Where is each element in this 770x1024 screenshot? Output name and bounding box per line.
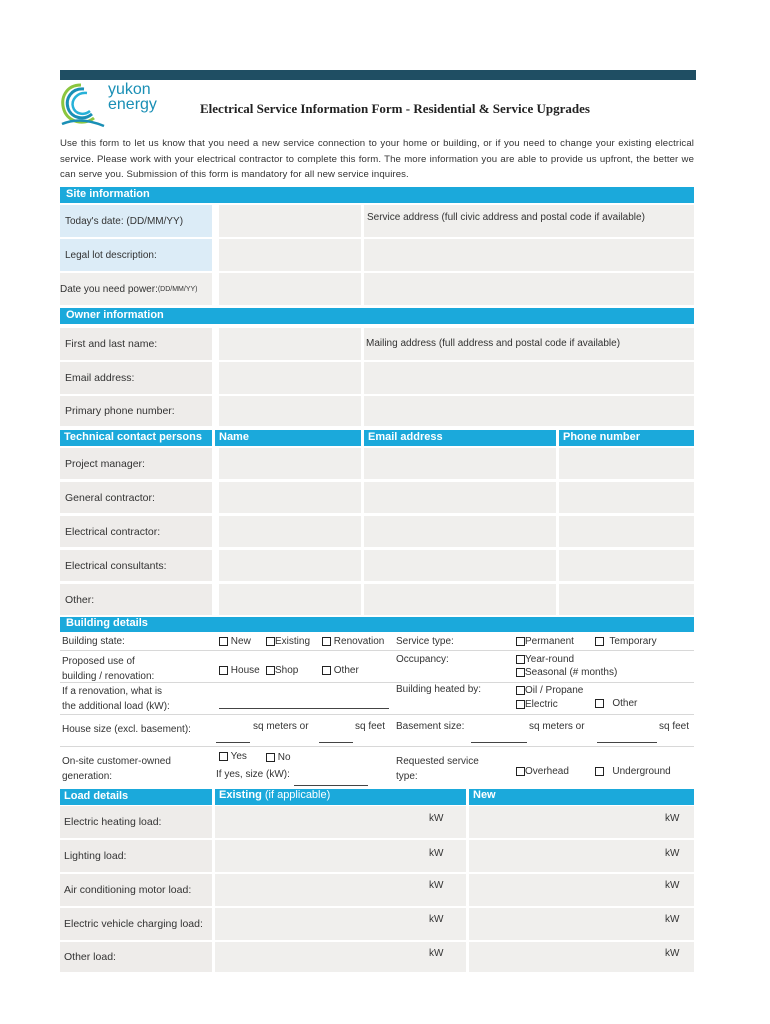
option-label: Renovation [333,636,385,647]
row-divider [60,746,694,747]
occupancy-year-round-option[interactable] [516,654,574,665]
option-label: Other [333,665,359,676]
checkbox[interactable] [516,637,525,646]
tech-row-label: Other: [60,584,212,615]
use-other-option[interactable] [322,665,359,676]
occupancy-seasonal-option[interactable] [516,667,617,678]
basement-size-label: Basement size: [396,721,465,732]
option-label: Other [612,698,638,709]
checkbox[interactable] [322,666,331,675]
checkbox[interactable] [516,668,525,677]
generation-yes-option[interactable] [219,751,247,762]
kw-unit: kW [665,813,680,824]
tech-name-field[interactable] [219,448,361,479]
checkbox[interactable] [219,666,228,675]
checkbox[interactable] [266,637,275,646]
new-load-field[interactable] [469,942,694,972]
power-date-field[interactable] [219,273,361,305]
use-house-option[interactable] [219,665,260,676]
service-overhead-option[interactable] [516,766,569,777]
existing-load-field[interactable] [215,908,466,940]
checkbox[interactable] [595,767,604,776]
power-date-label: Date you need power: [60,283,158,295]
option-label: Yes [230,751,247,762]
checkbox[interactable] [516,655,525,664]
state-new-option[interactable] [219,636,251,647]
mailing-address-label: Mailing address (full address and postal code if available) [366,338,621,349]
load-row-label: Electric heating load: [60,806,212,838]
tech-row-label: Electrical consultants: [60,550,212,581]
option-label: Seasonal (# months) [525,667,618,678]
checkbox[interactable] [219,752,228,761]
new-load-field[interactable] [469,806,694,838]
option-label: Temporary [609,636,657,647]
label-line: Proposed use of [62,656,135,667]
tech-email-field[interactable] [364,482,556,513]
tech-name-field[interactable] [219,584,361,615]
option-label: Shop [275,665,299,676]
use-shop-option[interactable] [266,665,298,676]
basement-sqm-or: sq meters or [529,721,585,732]
existing-load-field[interactable] [215,942,466,972]
intro-paragraph: Use this form to let us know that you need a new service connection to your home or building, or if you need to change your existing electrical service. Please work with your electrical contractor to complete this form. The more information you are able to provide us upfront, the better we can serve you. Submission of this form is mandatory for all new service inquires. [60,138,694,181]
tech-email-field[interactable] [364,516,556,547]
label-line: the additional load (kW): [62,701,170,712]
option-label: Existing [275,636,311,647]
label-line: If a renovation, what is [62,686,163,697]
service-address-field-3[interactable] [364,273,694,305]
label-line: Requested service [396,756,479,767]
tech-email-field[interactable] [364,448,556,479]
todays-date-field[interactable] [219,205,361,237]
checkbox[interactable] [595,637,604,646]
col-phone-header: Phone number [559,430,694,446]
option-label: House [230,665,260,676]
col-email-header: Email address [364,430,556,446]
kw-unit: kW [665,914,680,925]
label-line: On-site customer-owned [62,756,171,767]
email-field[interactable] [219,362,361,394]
building-details-heading: Building details [60,617,694,632]
legal-lot-field[interactable] [219,239,361,271]
load-details-heading: Load details [60,789,212,805]
top-bar [60,70,696,80]
proposed-use-label [62,654,154,684]
option-label: Oil / Propane [525,685,584,696]
heat-other-option[interactable] [595,698,637,709]
basement-sqft-unit: sq feet [659,721,690,732]
existing-header-main: Existing [219,789,262,801]
mailing-address-field-3[interactable] [364,396,694,426]
checkbox[interactable] [516,686,525,695]
heated-by-label: Building heated by: [396,684,482,695]
building-state-label: Building state: [62,636,125,647]
checkbox[interactable] [516,767,525,776]
checkbox[interactable] [266,666,275,675]
tech-row-label: Project manager: [60,448,212,479]
service-address-field-2[interactable] [364,239,694,271]
kw-unit: kW [665,848,680,859]
existing-load-field[interactable] [215,874,466,906]
option-label: Underground [612,766,671,777]
yukon-energy-logo [56,80,186,132]
row-divider [60,682,694,683]
option-label: Permanent [525,636,574,647]
todays-date-label: Today's date: (DD/MM/YY) [60,205,212,237]
heat-oil-option[interactable] [516,685,583,696]
logo-line-1: yukon [108,81,151,98]
mailing-address-field-2[interactable] [364,362,694,394]
option-label: Overhead [525,766,569,777]
generation-no-option[interactable] [266,752,291,763]
tech-phone-field[interactable] [559,584,694,615]
label-line: building / renovation: [62,671,155,682]
state-renovation-option[interactable] [322,636,384,647]
load-row-label: Air conditioning motor load: [60,874,212,906]
renovation-load-input[interactable] [219,697,389,709]
service-address-label: Service address (full civic address and postal code if available) [367,212,645,223]
house-size-sqm-input[interactable] [216,731,250,743]
tech-email-field[interactable] [364,550,556,581]
kw-unit: kW [429,914,444,925]
service-type-label: Service type: [396,636,454,647]
load-row-label: Lighting load: [60,840,212,872]
generation-size-label: If yes, size (kW): [216,769,290,780]
label-line: type: [396,771,418,782]
service-temporary-option[interactable] [595,636,657,647]
state-existing-option[interactable] [266,636,310,647]
existing-load-field[interactable] [215,806,466,838]
load-row-label: Other load: [60,942,212,972]
new-load-field[interactable] [469,840,694,872]
checkbox[interactable] [516,700,525,709]
new-column-header: New [469,789,694,805]
renovation-load-label [62,684,170,714]
kw-unit: kW [429,848,444,859]
option-label: Year-round [525,654,575,665]
phone-field[interactable] [219,396,361,426]
mailing-address-field[interactable] [364,328,694,360]
checkbox[interactable] [219,637,228,646]
kw-unit: kW [429,880,444,891]
checkbox[interactable] [595,699,604,708]
requested-service-label [396,754,479,784]
legal-lot-label: Legal lot description: [60,239,212,271]
kw-unit: kW [665,880,680,891]
basement-sqft-input[interactable] [597,731,657,743]
generation-size-input[interactable] [294,774,368,786]
occupancy-label: Occupancy: [396,654,449,665]
tech-row-label: Electrical contractor: [60,516,212,547]
basement-sqm-input[interactable] [471,731,527,743]
kw-unit: kW [665,948,680,959]
service-address-field[interactable] [364,205,694,237]
option-label: Electric [525,699,558,710]
technical-contacts-heading: Technical contact persons [60,430,212,446]
form-title: Electrical Service Information Form - Residential & Service Upgrades [200,101,590,116]
tech-phone-field[interactable] [559,550,694,581]
house-sqft-unit: sq feet [355,721,386,732]
logo-line-2: energy [108,96,157,113]
option-label: No [277,752,291,763]
new-load-field[interactable] [469,874,694,906]
email-label: Email address: [60,362,212,394]
tech-email-field[interactable] [364,584,556,615]
house-size-label: House size (excl. basement): [62,724,191,735]
tech-name-field[interactable] [219,550,361,581]
existing-load-field[interactable] [215,840,466,872]
house-sqm-or: sq meters or [253,721,309,732]
row-divider [60,650,694,651]
power-date-label-box [60,273,212,305]
existing-header-note: (if applicable) [261,789,331,801]
tech-row-label: General contractor: [60,482,212,513]
site-information-heading: Site information [60,187,694,203]
logo-swirl-icon [56,80,106,130]
generation-label [62,754,171,784]
tech-phone-field[interactable] [559,448,694,479]
col-name-header: Name [215,430,361,446]
owner-name-field[interactable] [219,328,361,360]
owner-information-heading: Owner information [60,308,694,324]
existing-column-header [215,789,466,805]
checkbox[interactable] [266,753,275,762]
service-permanent-option[interactable] [516,636,574,647]
heat-electric-option[interactable] [516,699,558,710]
power-date-format: (DD/MM/YY) [157,285,198,293]
load-row-label: Electric vehicle charging load: [60,908,212,940]
kw-unit: kW [429,948,444,959]
owner-name-label: First and last name: [60,328,212,360]
tech-name-field[interactable] [219,516,361,547]
label-line: generation: [62,771,113,782]
option-label: New [230,636,251,647]
tech-phone-field[interactable] [559,516,694,547]
checkbox[interactable] [322,637,331,646]
service-underground-option[interactable] [595,766,671,777]
row-divider [60,714,694,715]
phone-label: Primary phone number: [60,396,212,426]
tech-name-field[interactable] [219,482,361,513]
kw-unit: kW [429,813,444,824]
tech-phone-field[interactable] [559,482,694,513]
new-load-field[interactable] [469,908,694,940]
house-size-sqft-input[interactable] [319,731,353,743]
